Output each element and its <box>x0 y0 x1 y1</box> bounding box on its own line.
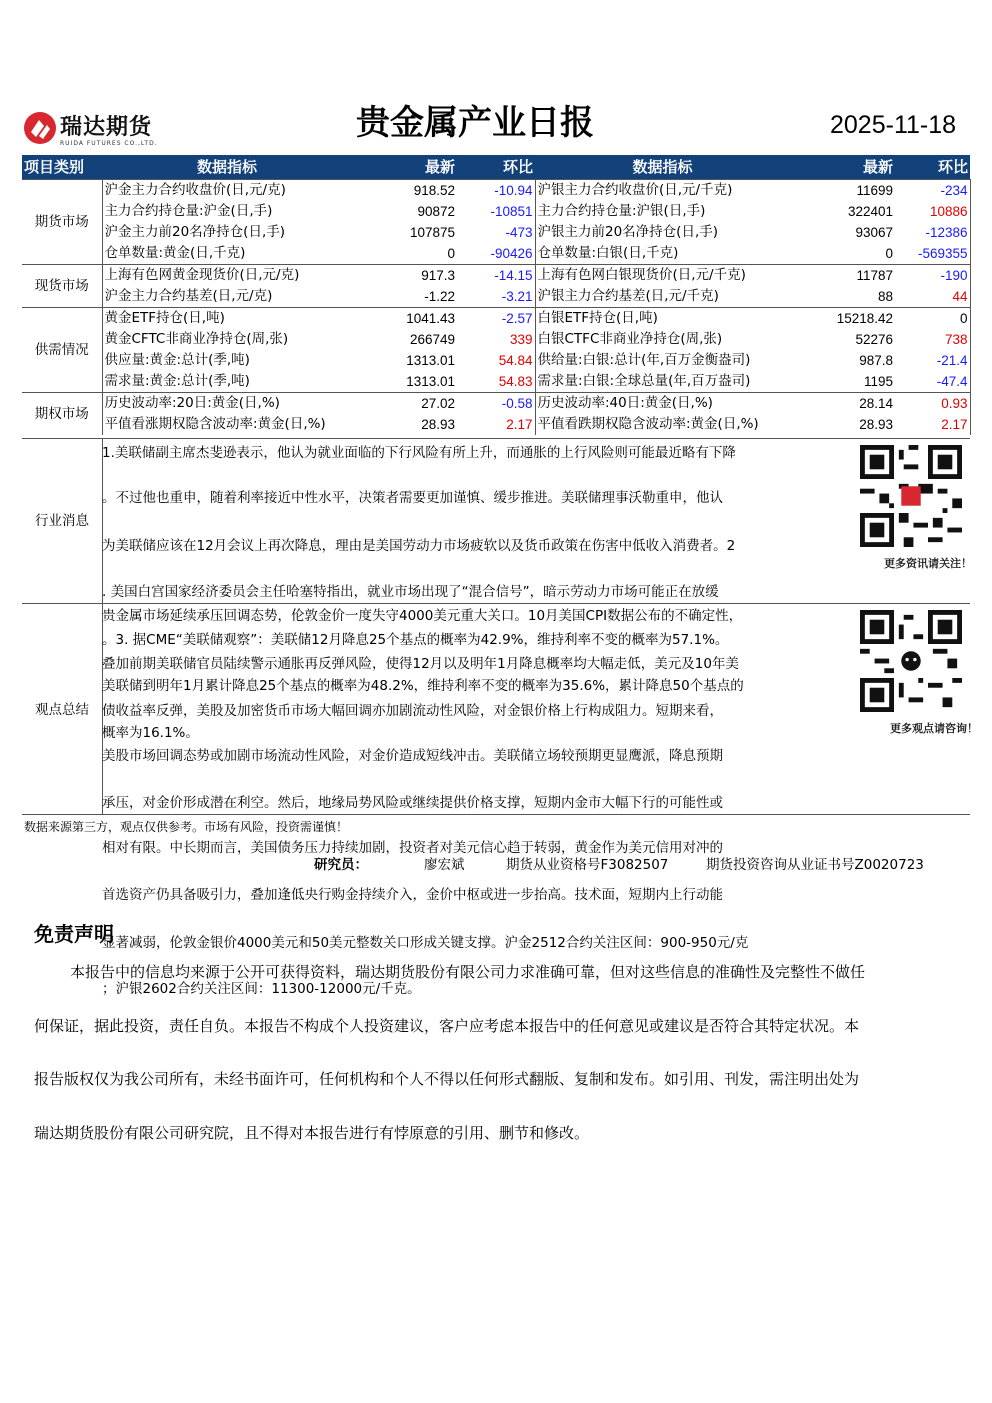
header-change: 环比 <box>457 155 535 180</box>
risk-note: 数据来源第三方，观点仅供参考。市场有风险，投资需谨慎！ <box>24 820 349 834</box>
indicator-cell: 历史波动率:20日:黄金(日,%) <box>102 393 352 415</box>
table-row <box>22 286 970 308</box>
overflow-line: 显著减弱，伦敦金银价4000美元和50美元整数关口形成关键支撑。沪金2512合约关注区间：900-950元/克 <box>102 935 749 951</box>
category-cell: 现货市场 <box>22 265 102 308</box>
overflow-line: ；沪银2602合约关注区间：11300-12000元/千克。 <box>102 981 421 997</box>
latest-value-cell: 1195 <box>863 374 893 389</box>
table-row <box>22 243 970 265</box>
category-cell: 期权市场 <box>22 393 102 436</box>
disclaimer-line: 报告版权仅为我公司所有，未经书面许可，任何机构和个人不得以任何形式翻版、复制和发布。如引用、刊发，需注明出处为 <box>34 1070 860 1088</box>
change-value-cell: 0.93 <box>895 393 970 415</box>
header-latest: 最新 <box>352 155 457 180</box>
change-value-cell: -14.15 <box>457 265 535 287</box>
indicator-cell: 平值看涨期权隐含波动率:黄金(日,%) <box>104 416 326 432</box>
change-value-cell: -90426 <box>457 243 535 265</box>
table-row <box>22 414 970 435</box>
indicator-cell: 沪银主力合约收盘价(日,元/千克) <box>535 180 790 202</box>
change-value-cell: 2.17 <box>895 414 970 435</box>
change-value-cell: 2.17 <box>457 414 535 435</box>
indicator-cell: 需求量:黄金:总计(季,吨) <box>104 373 250 389</box>
change-value-cell: 0 <box>895 308 970 330</box>
license-number: 期货从业资格号F3082507 <box>506 857 669 873</box>
indicator-cell: 上海有色网黄金现货价(日,元/克) <box>102 265 352 287</box>
indicator-cell: 仓单数量:白银(日,千克) <box>537 245 679 261</box>
indicator-cell: 白银CTFC非商业净持仓(周,张) <box>537 331 723 347</box>
indicator-cell: 平值看跌期权隐含波动率:黄金(日,%) <box>537 416 759 432</box>
view-line: 贵金属市场延续承压回调态势，伦敦金价一度失守4000美元重大关口。10月美国CPI数据公布的不确定性， <box>102 608 743 624</box>
change-value-cell: -10.94 <box>457 180 535 202</box>
overflow-line: 相对有限。中长期而言，美国债务压力持续加剧，投资者对美元信心趋于转弱，黄金作为美元信用对冲的 <box>102 840 723 856</box>
indicator-cell: 黄金ETF持仓(日,吨) <box>102 308 352 330</box>
change-value-cell: -190 <box>895 265 970 287</box>
indicator-table <box>22 155 971 435</box>
report-date: 2025-11-18 <box>830 111 957 139</box>
change-value-cell: -0.58 <box>457 393 535 415</box>
researcher-label: 研究员： <box>314 857 368 873</box>
company-name: 瑞达期货 <box>60 115 153 140</box>
indicator-cell: 上海有色网白银现货价(日,元/千克) <box>535 265 790 287</box>
change-value-cell: -3.21 <box>457 286 535 308</box>
header-indicator: 数据指标 <box>535 155 790 180</box>
view-section <box>22 603 978 815</box>
indicator-cell: 白银ETF持仓(日,吨) <box>535 308 790 330</box>
header-change: 环比 <box>895 155 970 180</box>
indicator-cell: 沪金主力前20名净持仓(日,手) <box>104 224 286 240</box>
latest-value-cell: 93067 <box>855 225 893 240</box>
latest-value-cell: 0 <box>885 246 893 261</box>
latest-value-cell: 987.8 <box>859 353 893 368</box>
disclaimer-line: 何保证，据此投资，责任自负。本报告不构成个人投资建议，客户应考虑本报告中的任何意见或建议是否符合其特定状况。本 <box>34 1017 860 1035</box>
table-row <box>22 329 970 350</box>
change-value-cell: -234 <box>895 180 970 202</box>
indicator-cell: 仓单数量:黄金(日,千克) <box>104 245 246 261</box>
news-line: 为美联储应该在12月会议上再次降息，理由是美国劳动力市场疲软以及货币政策在伤害中低收入消费者。2 <box>102 538 736 554</box>
researcher-name: 廖宏斌 <box>424 857 465 873</box>
latest-value-cell: 15218.42 <box>790 308 895 330</box>
latest-value-cell: 52276 <box>855 332 893 347</box>
change-value-cell: -21.4 <box>895 350 970 371</box>
change-value-cell: 54.84 <box>457 350 535 371</box>
change-value-cell: -10851 <box>457 201 535 222</box>
header-latest: 最新 <box>790 155 895 180</box>
news-label: 行业消息 <box>35 513 89 529</box>
disclaimer-line: 瑞达期货股份有限公司研究院，且不得对本报告进行有悖原意的引用、删节和修改。 <box>34 1124 590 1142</box>
news-line: 。不过他也重申，随着利率接近中性水平，决策者需要更加谨慎、缓步推进。美联储理事沃勒重申，他认 <box>102 490 723 506</box>
page-title: 贵金属产业日报 <box>356 103 594 143</box>
news-line: . 美国白宫国家经济委员会主任哈塞特指出，就业市场出现了“混合信号”，暗示劳动力市场可能正在放缓 <box>102 584 719 600</box>
indicator-cell: 黄金CFTC非商业净持仓(周,张) <box>104 331 289 347</box>
change-value-cell: 738 <box>895 329 970 350</box>
latest-value-cell: 28.93 <box>421 417 455 432</box>
view-line: 债收益率反弹，美股及加密货币市场大幅回调亦加剧流动性风险，对金银价格上行构成阻力。短期来看， <box>102 703 723 719</box>
latest-value-cell: 11787 <box>790 265 895 287</box>
news-line: 1.美联储副主席杰斐逊表示，他认为就业面临的下行风险有所上升，而通胀的上行风险则可能最近略有下降 <box>102 445 736 461</box>
view-line: 美股市场回调态势或加剧市场流动性风险，对金价造成短线冲击。美联储立场较预期更显鹰派，降息预期 <box>102 748 723 764</box>
table-row <box>22 308 970 330</box>
table-header-row <box>22 155 970 180</box>
view-label: 观点总结 <box>35 702 89 718</box>
overflow-line: 首选资产仍具备吸引力，叠加逢低央行购金持续介入，金价中枢或进一步抬高。技术面，短期内上行动能 <box>102 887 723 903</box>
company-logo-icon <box>22 110 58 146</box>
latest-value-cell: 917.3 <box>352 265 457 287</box>
category-cell: 期货市场 <box>22 180 102 265</box>
latest-value-cell: 266749 <box>409 332 455 347</box>
change-value-cell: -569355 <box>895 243 970 265</box>
latest-value-cell: 322401 <box>847 204 893 219</box>
header-indicator: 数据指标 <box>102 155 352 180</box>
latest-value-cell: 107875 <box>409 225 455 240</box>
latest-value-cell: 0 <box>447 246 455 261</box>
latest-value-cell: 88 <box>877 289 893 304</box>
table-row <box>22 222 970 243</box>
disclaimer-line: 本报告中的信息均来源于公开可获得资料，瑞达期货股份有限公司力求准确可靠，但对这些信息的准确性及完整性不做任 <box>70 963 866 981</box>
table-row <box>22 201 970 222</box>
latest-value-cell: 27.02 <box>352 393 457 415</box>
change-value-cell: 44 <box>895 286 970 308</box>
indicator-cell: 沪金主力合约收盘价(日,元/克) <box>102 180 352 202</box>
indicator-cell: 供给量:白银:总计(年,百万金衡盎司) <box>537 352 751 368</box>
latest-value-cell: 28.93 <box>859 417 893 432</box>
indicator-cell: 供应量:黄金:总计(季,吨) <box>104 352 250 368</box>
latest-value-cell: 11699 <box>790 180 895 202</box>
latest-value-cell: 1313.01 <box>406 374 455 389</box>
change-value-cell: 339 <box>457 329 535 350</box>
indicator-cell: 沪金主力合约基差(日,元/克) <box>104 288 273 304</box>
consult-license-number: 期货投资咨询从业证书号Z0020723 <box>706 857 924 873</box>
indicator-cell: 历史波动率:40日:黄金(日,%) <box>535 393 790 415</box>
table-row <box>22 180 970 202</box>
news-qr-caption: 更多资讯请关注！ <box>884 557 972 570</box>
view-line: 美联储到明年1月累计降息25个基点的概率为48.2%，维持利率不变的概率为35.6%，累计降息50个基点的 <box>102 678 744 694</box>
latest-value-cell: 90872 <box>417 204 455 219</box>
news-section <box>22 438 970 604</box>
table-row <box>22 265 970 287</box>
change-value-cell: -12386 <box>895 222 970 243</box>
change-value-cell: -47.4 <box>895 371 970 393</box>
view-line: 概率为16.1%。 <box>102 725 199 741</box>
view-line: 叠加前期美联储官员陆续警示通胀再反弹风险，使得12月以及明年1月降息概率均大幅走低，美元及10年美 <box>102 656 739 672</box>
header-category: 项目类别 <box>22 155 102 180</box>
latest-value-cell: 28.14 <box>790 393 895 415</box>
table-row <box>22 350 970 371</box>
indicator-cell: 沪银主力前20名净持仓(日,手) <box>537 224 719 240</box>
change-value-cell: 10886 <box>895 201 970 222</box>
view-qr-caption: 更多观点请咨询！ <box>890 722 978 735</box>
indicator-cell: 主力合约持仓量:沪金(日,手) <box>104 203 273 219</box>
change-value-cell: -2.57 <box>457 308 535 330</box>
latest-value-cell: 1313.01 <box>406 353 455 368</box>
view-line: 承压，对金价形成潜在利空。然后，地缘局势风险或继续提供价格支撑，短期内金市大幅下行的可能性或 <box>102 795 723 811</box>
latest-value-cell: 918.52 <box>352 180 457 202</box>
change-value-cell: 54.83 <box>457 371 535 393</box>
table-row <box>22 371 970 393</box>
view-line: 。3. 据CME“美联储观察”：美联储12月降息25个基点的概率为42.9%，维持利率不变的概率为57.1%。 <box>102 632 729 648</box>
indicator-cell: 沪银主力合约基差(日,元/千克) <box>537 288 719 304</box>
news-qr-code-icon <box>860 445 962 547</box>
indicator-cell: 需求量:白银:全球总量(年,百万盎司) <box>537 373 751 389</box>
table-row <box>22 393 970 415</box>
indicator-cell: 主力合约持仓量:沪银(日,手) <box>537 203 706 219</box>
company-name-en: RUIDA FUTURES CO.,LTD. <box>60 140 158 147</box>
latest-value-cell: 1041.43 <box>352 308 457 330</box>
change-value-cell: -473 <box>457 222 535 243</box>
disclaimer-title: 免责声明 <box>34 922 114 946</box>
view-qr-code-icon <box>860 610 962 712</box>
category-cell: 供需情况 <box>22 308 102 393</box>
latest-value-cell: -1.22 <box>424 289 455 304</box>
